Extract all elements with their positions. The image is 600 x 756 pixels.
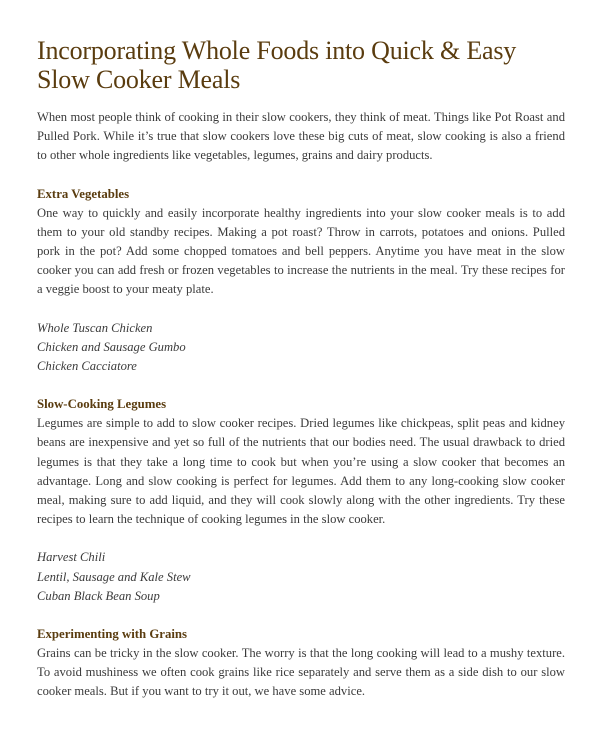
recipe-item: Chicken Cacciatore	[37, 359, 137, 374]
section-heading: Extra Vegetables	[37, 186, 130, 201]
section-heading: Slow-Cooking Legumes	[37, 397, 167, 412]
section-extra-vegetables	[37, 185, 565, 377]
recipe-item: Lentil, Sausage and Kale Stew	[37, 569, 191, 584]
document-page	[37, 0, 565, 702]
recipe-list	[37, 548, 565, 606]
section-body: Grains can be tricky in the slow cooker. The worry is that the long cooking will lead to a mushy texture. To avoid mushiness we often cook grains like rice separately and serve them as a side dish to our slow cooker meals. But if you want to try it out, we have some advice.	[37, 646, 565, 699]
recipe-item: Chicken and Sausage Gumbo	[37, 339, 186, 354]
page-title: Incorporating Whole Foods into Quick & Easy Slow Cooker Meals	[37, 36, 517, 94]
recipe-item: Whole Tuscan Chicken	[37, 320, 153, 335]
recipe-list	[37, 319, 565, 377]
intro-paragraph: When most people think of cooking in their slow cookers, they think of meat. Things like Pot Roast and Pulled Pork. While it’s true that slow cookers love these big cuts of meat, slow cooking is also a friend to other whole ingredients like vegetables, legumes, grains and dairy products.	[37, 110, 565, 163]
section-slow-cooking-legumes	[37, 395, 565, 606]
recipe-item: Cuban Black Bean Soup	[37, 588, 160, 603]
recipe-item: Harvest Chili	[37, 550, 106, 565]
section-heading: Experimenting with Grains	[37, 627, 188, 642]
section-experimenting-with-grains	[37, 625, 565, 702]
section-body: Legumes are simple to add to slow cooker recipes. Dried legumes like chickpeas, split peas and kidney beans are inexpensive and yet so full of the nutrients that our bodies need. The usual drawback to dried legumes is that they take a long time to cook but when you’re using a slow cooker that becomes an advantage. Long and slow cooking is perfect for legumes. Add them to any long-cooking slow cooker meal, making sure to add liquid, and they will cook slowly along with the other ingredients. Try these recipes to learn the technique of cooking legumes in the slow cooker.	[37, 416, 565, 527]
section-body: One way to quickly and easily incorporate healthy ingredients into your slow cooker meals is to add them to your old standby recipes. Making a pot roast? Throw in carrots, potatoes and onions. Pulled pork in the pot? Add some chopped tomatoes and bell peppers. Anytime you have meat in the slow cooker you can add fresh or frozen vegetables to increase the nutrients in the meal. Try these recipes for a veggie boost to your meaty plate.	[37, 205, 565, 297]
